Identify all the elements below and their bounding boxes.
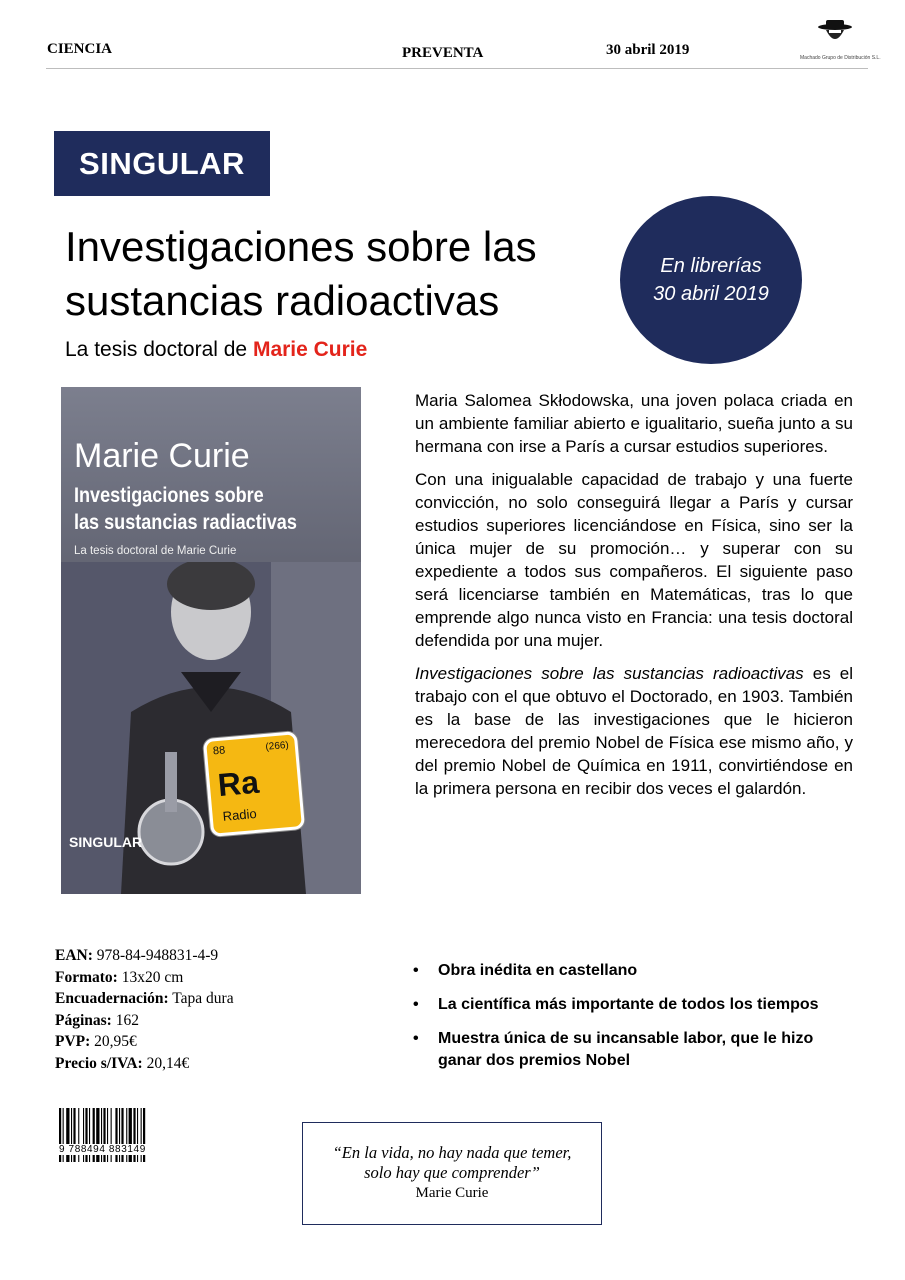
hat-man-icon [815, 18, 855, 48]
book-title-line1: Investigaciones sobre las [65, 223, 537, 270]
spec-label: Encuadernación: [55, 990, 169, 1007]
quote-text-2: solo hay que comprender [364, 1163, 531, 1182]
spec-binding [55, 988, 234, 1010]
quote-text-1: En la vida, no hay nada que temer, [341, 1143, 572, 1162]
spec-label: Páginas: [55, 1011, 112, 1029]
cover-publisher: SINGULAR [69, 834, 143, 850]
book-title [65, 220, 605, 328]
spec-value: 13x20 cm [117, 968, 184, 986]
spec-format [55, 967, 234, 989]
bullet-icon: • [413, 962, 419, 979]
header-divider [46, 68, 868, 69]
subtitle-prefix: La tesis doctoral de [65, 338, 253, 361]
description-paragraph-1: Maria Salomea Skłodowska, una joven polaca criada en un ambiente familiar abierto e igualitario, sueña junto a su hermana con irse a París a cursar estudios superiores. [415, 391, 853, 456]
feature-item [413, 960, 853, 982]
cover-title-line2: las sustancias radiactivas [74, 511, 297, 534]
status-label: PREVENTA [402, 45, 484, 61]
subtitle-author: Marie Curie [252, 338, 368, 361]
spec-pvp [55, 1031, 234, 1053]
book-specs [55, 945, 234, 1074]
feature-text: La científica más importante de todos los tiempos [438, 996, 819, 1013]
spec-price-no-vat [55, 1053, 234, 1075]
distributor-logo [800, 18, 881, 64]
spec-label: Formato: [55, 968, 118, 986]
spec-value: 978-84-948831-4-9 [92, 947, 219, 964]
feature-text: Obra inédita en castellano [438, 962, 638, 979]
publisher-logo: SINGULAR [54, 131, 270, 196]
category-label: CIENCIA [47, 41, 113, 57]
description-paragraph-3-text: es el trabajo con el que obtuvo el Doctorado, en 1903. También es la base de las investigaciones que le hicieron merecedora del premio Nobel de Física ese mismo año, y del premio Nobel de Química en 1911, convirtiéndose en la primera persona en recibir dos veces el galardón. [415, 664, 853, 798]
bullet-icon: • [413, 1030, 419, 1047]
element-name: Radio [222, 805, 258, 824]
book-subtitle [65, 338, 367, 362]
release-badge-line1: En librerías [660, 255, 762, 277]
quote-author: Marie Curie [415, 1185, 489, 1201]
quote-line1 [303, 1143, 601, 1163]
spec-value: 20,14€ [142, 1054, 190, 1072]
description-paragraph-3 [415, 662, 853, 800]
distributor-caption: Machado Grupo de Distribución S.L. [800, 55, 881, 61]
element-mass: (266) [265, 739, 290, 753]
feature-list [413, 960, 853, 1084]
spec-value: Tapa dura [168, 990, 234, 1007]
description-paragraph-2: Con una inigualable capacidad de trabajo y una fuerte convicción, no solo conseguirá llegar a París y cursar estudios superiores licenciándose en Física, sino ser la única mujer de su promoción… y superar con su expediente a todos sus compañeros. El siguiente paso será licenciarse también en Matemáticas, tras lo que emprende algo nunca visto en Francia: una tesis doctoral defendida por una mujer. [415, 470, 853, 650]
quote-close-mark: ” [530, 1163, 540, 1182]
spec-ean [55, 945, 234, 967]
book-title-line2: sustancias radioactivas [65, 277, 500, 324]
spec-label: EAN: [55, 947, 93, 964]
description-book-title: Investigaciones sobre las sustancias radioactivas [415, 664, 804, 683]
cover-title-line1: Investigaciones sobre [74, 484, 264, 507]
release-badge-line2: 30 abril 2019 [653, 283, 769, 305]
spec-pages [55, 1010, 234, 1032]
feature-text: Muestra única de su incansable labor, que le hizo ganar dos premios Nobel [438, 1030, 814, 1069]
element-symbol: Ra [216, 763, 261, 804]
bullet-icon: • [413, 996, 419, 1013]
spec-label: PVP: [55, 1033, 91, 1050]
spec-value: 20,95€ [90, 1033, 137, 1050]
spec-value: 162 [111, 1011, 139, 1029]
cover-title [74, 482, 323, 536]
release-date-badge [620, 196, 802, 364]
quote-box [302, 1122, 602, 1225]
spec-label: Precio s/IVA: [55, 1054, 143, 1072]
cover-subtitle: La tesis doctoral de Marie Curie [74, 545, 237, 557]
book-description [415, 389, 853, 810]
barcode-number: 9 788494 883149 [59, 1144, 179, 1155]
quote-open-mark: “ [332, 1143, 342, 1162]
radium-element-tile [203, 731, 305, 837]
feature-item [413, 994, 853, 1016]
quote-line2 [303, 1163, 601, 1183]
cover-author: Marie Curie [74, 437, 250, 475]
date-label: 30 abril 2019 [606, 42, 690, 58]
feature-item [413, 1028, 853, 1072]
book-cover [61, 387, 361, 894]
element-number: 88 [212, 744, 226, 758]
